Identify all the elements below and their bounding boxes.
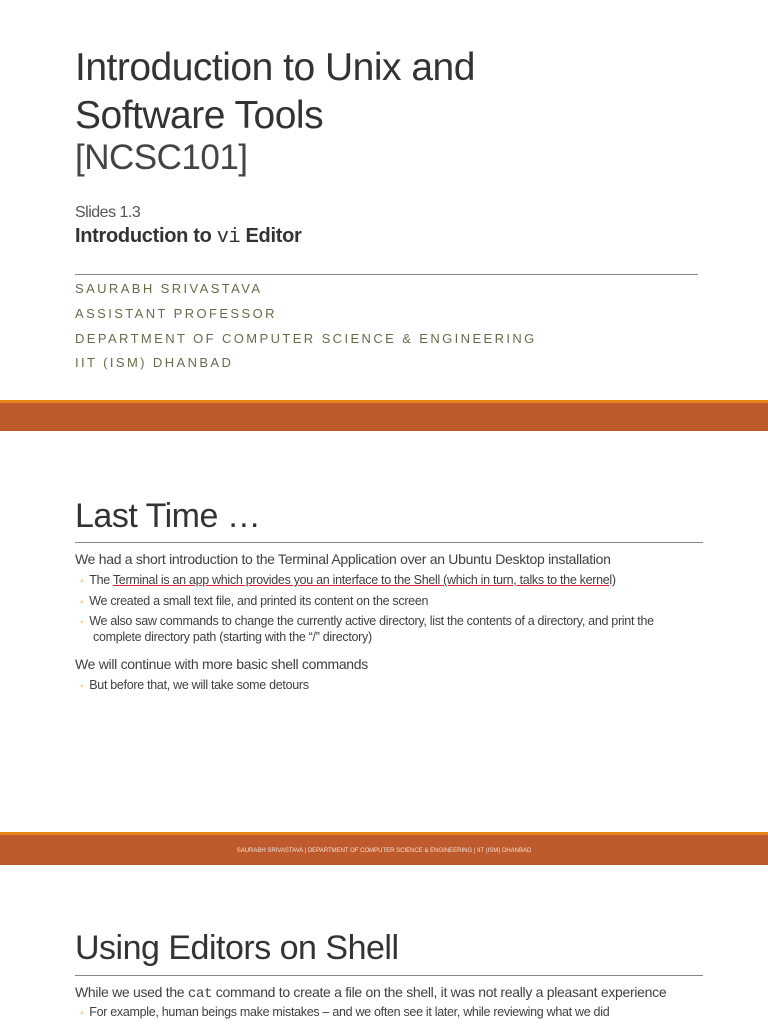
paragraph [75,984,666,1002]
bullet-text: complete directory path (starting with the “/” directory) [93,630,372,644]
slide-title: Using Editors on Shell [75,929,399,967]
divider [75,274,698,275]
title-line: Introduction to Unix and [75,46,475,89]
bullet-icon: ◦ [80,597,84,608]
paragraph: We will continue with more basic shell commands [75,656,368,672]
paragraph-text: command to create a file on the shell, it was not really a pleasant experience [212,984,667,1000]
bullet-text: The [89,573,113,587]
bullet [80,572,616,590]
divider [75,975,703,976]
bullet-icon: ◦ [80,1008,84,1019]
slide-separator [0,403,768,431]
bullet-text-underlined: Terminal is an app which provides you an interface to the Shell (which in turn, talks to the kerne [112,573,610,587]
bullet-text: We also saw commands to change the currently active directory, list the contents of a directory, and print the [89,614,654,628]
slides-label: Slides 1.3 [75,204,141,221]
bullet [80,1004,609,1022]
divider [75,542,703,543]
bullet-text: l) [609,573,616,587]
bullet-text: For example, human beings make mistakes – and we often see it later, while reviewing what we did [89,1005,610,1019]
bullet-icon: ◦ [80,681,84,692]
footer-text: SAURABH SRIVASTAVA | DEPARTMENT OF COMPUTER SCIENCE & ENGINEERING | IIT (ISM) DHANBAD [236,848,532,854]
bullet-text: But before that, we will take some detours [89,678,309,692]
course-code: [NCSC101] [75,138,248,177]
author-institute: IIT (ISM) DHANBAD [75,355,234,370]
bullet [80,593,428,611]
paragraph-text: While we used the [75,984,188,1000]
paragraph: We had a short introduction to the Terminal Application over an Ubuntu Desktop installation [75,551,611,567]
slide-subtitle [75,225,301,249]
subtitle-text: Editor [240,225,302,247]
inline-code: cat [187,986,213,1002]
subtitle-text: Introduction to [75,225,217,247]
bullet-icon: ◦ [80,617,84,628]
author-department: DEPARTMENT OF COMPUTER SCIENCE & ENGINEERING [75,331,537,346]
slide-title [75,44,475,140]
bullet-text: We created a small text file, and printed its content on the screen [89,594,429,608]
bullet [80,677,309,695]
author-name: SAURABH SRIVASTAVA [75,281,263,296]
subtitle-code: vi [216,226,241,249]
author-title: ASSISTANT PROFESSOR [75,306,277,321]
slide-title: Last Time … [75,497,261,535]
title-line: Software Tools [75,94,324,137]
bullet-icon: ◦ [80,576,84,587]
